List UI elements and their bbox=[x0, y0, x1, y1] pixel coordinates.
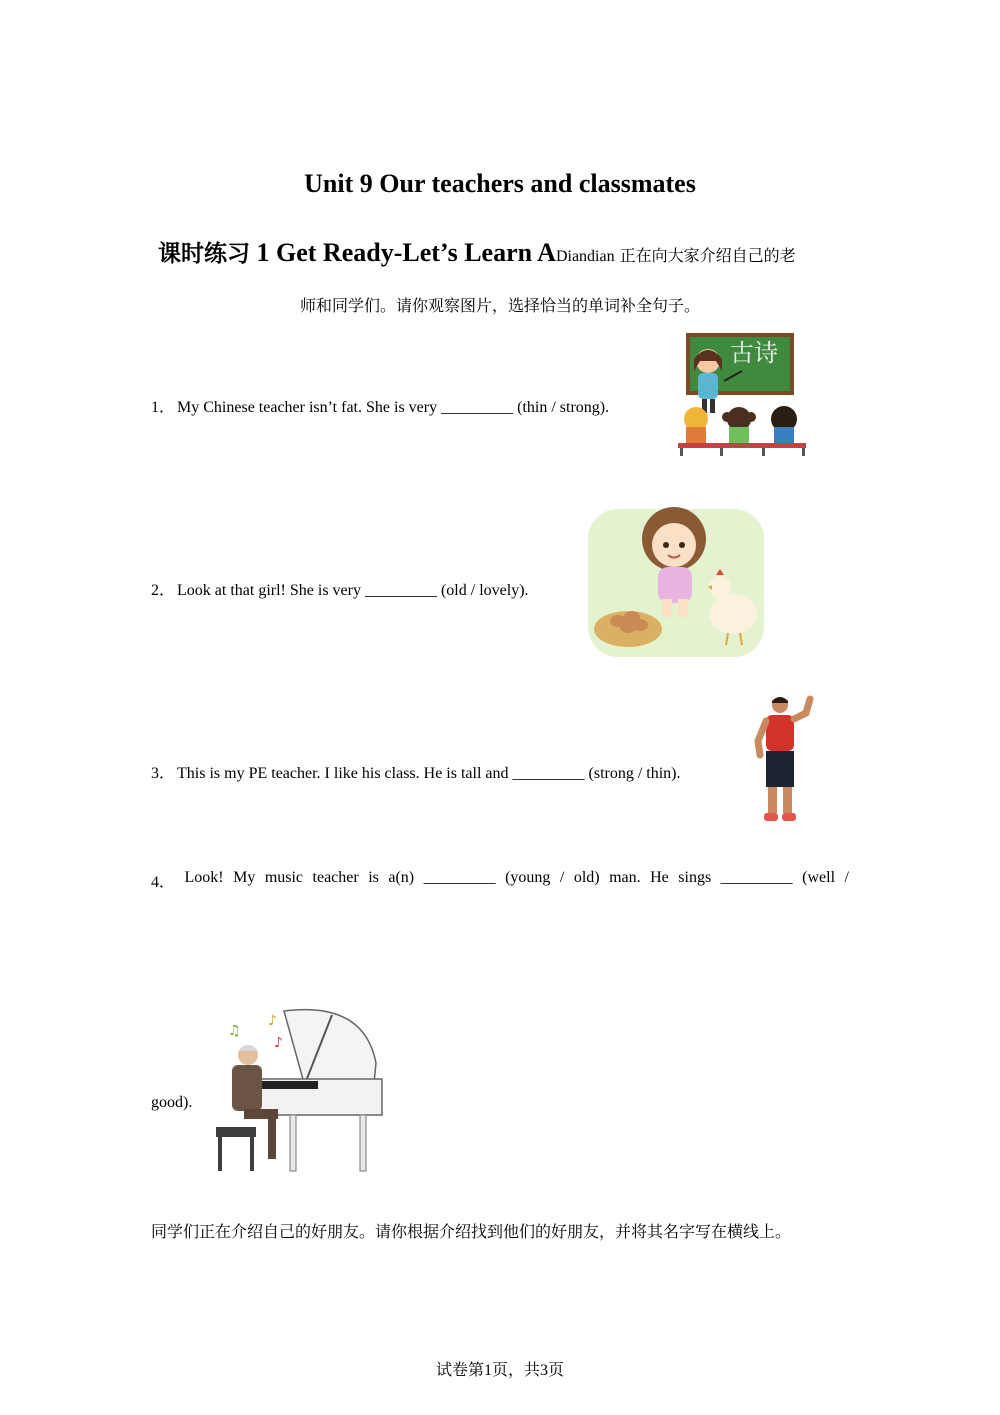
question-4: 4． Look! My music teacher is a(n) _________ (young / old) man. He sings _________ (well / bbox=[151, 869, 849, 891]
lesson-label-cn: 课时练习 bbox=[158, 241, 250, 267]
page-footer: 试卷第1页，共3页 bbox=[435, 1360, 565, 1379]
question-2: 2． Look at that girl! She is very _________ (old / lovely). bbox=[151, 582, 529, 599]
page-number: 1 bbox=[483, 1362, 492, 1379]
answer-blank: _________ bbox=[423, 869, 496, 886]
page-total: 3 bbox=[540, 1362, 548, 1379]
piano-teacher-illustration bbox=[214, 1003, 384, 1183]
lesson-heading bbox=[158, 236, 796, 274]
lesson-label-en: 1 Get Ready-Let’s Learn A bbox=[250, 238, 556, 267]
question-4-continued: good). bbox=[151, 1094, 193, 1111]
svg-text:♪: ♪ bbox=[268, 1013, 277, 1029]
section-2-instruction: 同学们正在介绍自己的好朋友。请你根据介绍找到他们的好朋友，并将其名字写在横线上。 bbox=[151, 1222, 792, 1241]
answer-blank: _________ bbox=[720, 869, 793, 886]
question-2-text: Look at that girl! She is very _________ (old / lovely). bbox=[177, 582, 529, 599]
instruction-text: 正在向大家介绍自己的老 bbox=[614, 246, 796, 265]
instruction-continued: 师和同学们。请你观察图片，选择恰当的单词补全句子。 bbox=[299, 296, 700, 315]
blackboard-text: 古诗 bbox=[730, 339, 778, 367]
question-3: 3． This is my PE teacher. I like his class. He is tall and _________ (strong / thin). bbox=[151, 765, 681, 782]
girl-with-hen-illustration bbox=[588, 499, 764, 657]
svg-text:♪: ♪ bbox=[274, 1035, 283, 1051]
question-3-text: This is my PE teacher. I like his class. He is tall and _________ (strong / thin). bbox=[177, 765, 681, 782]
svg-text:♫: ♫ bbox=[228, 1023, 241, 1039]
question-1-text: My Chinese teacher isn’t fat. She is very _________ (thin / strong). bbox=[177, 399, 610, 416]
page-title: Unit 9 Our teachers and classmates bbox=[304, 169, 696, 198]
question-1: 1． My Chinese teacher isn’t fat. She is very _________ (thin / strong). bbox=[151, 399, 610, 416]
instruction-name: Diandian bbox=[555, 248, 615, 265]
classroom-illustration bbox=[676, 331, 810, 459]
pe-teacher-illustration bbox=[750, 695, 814, 829]
